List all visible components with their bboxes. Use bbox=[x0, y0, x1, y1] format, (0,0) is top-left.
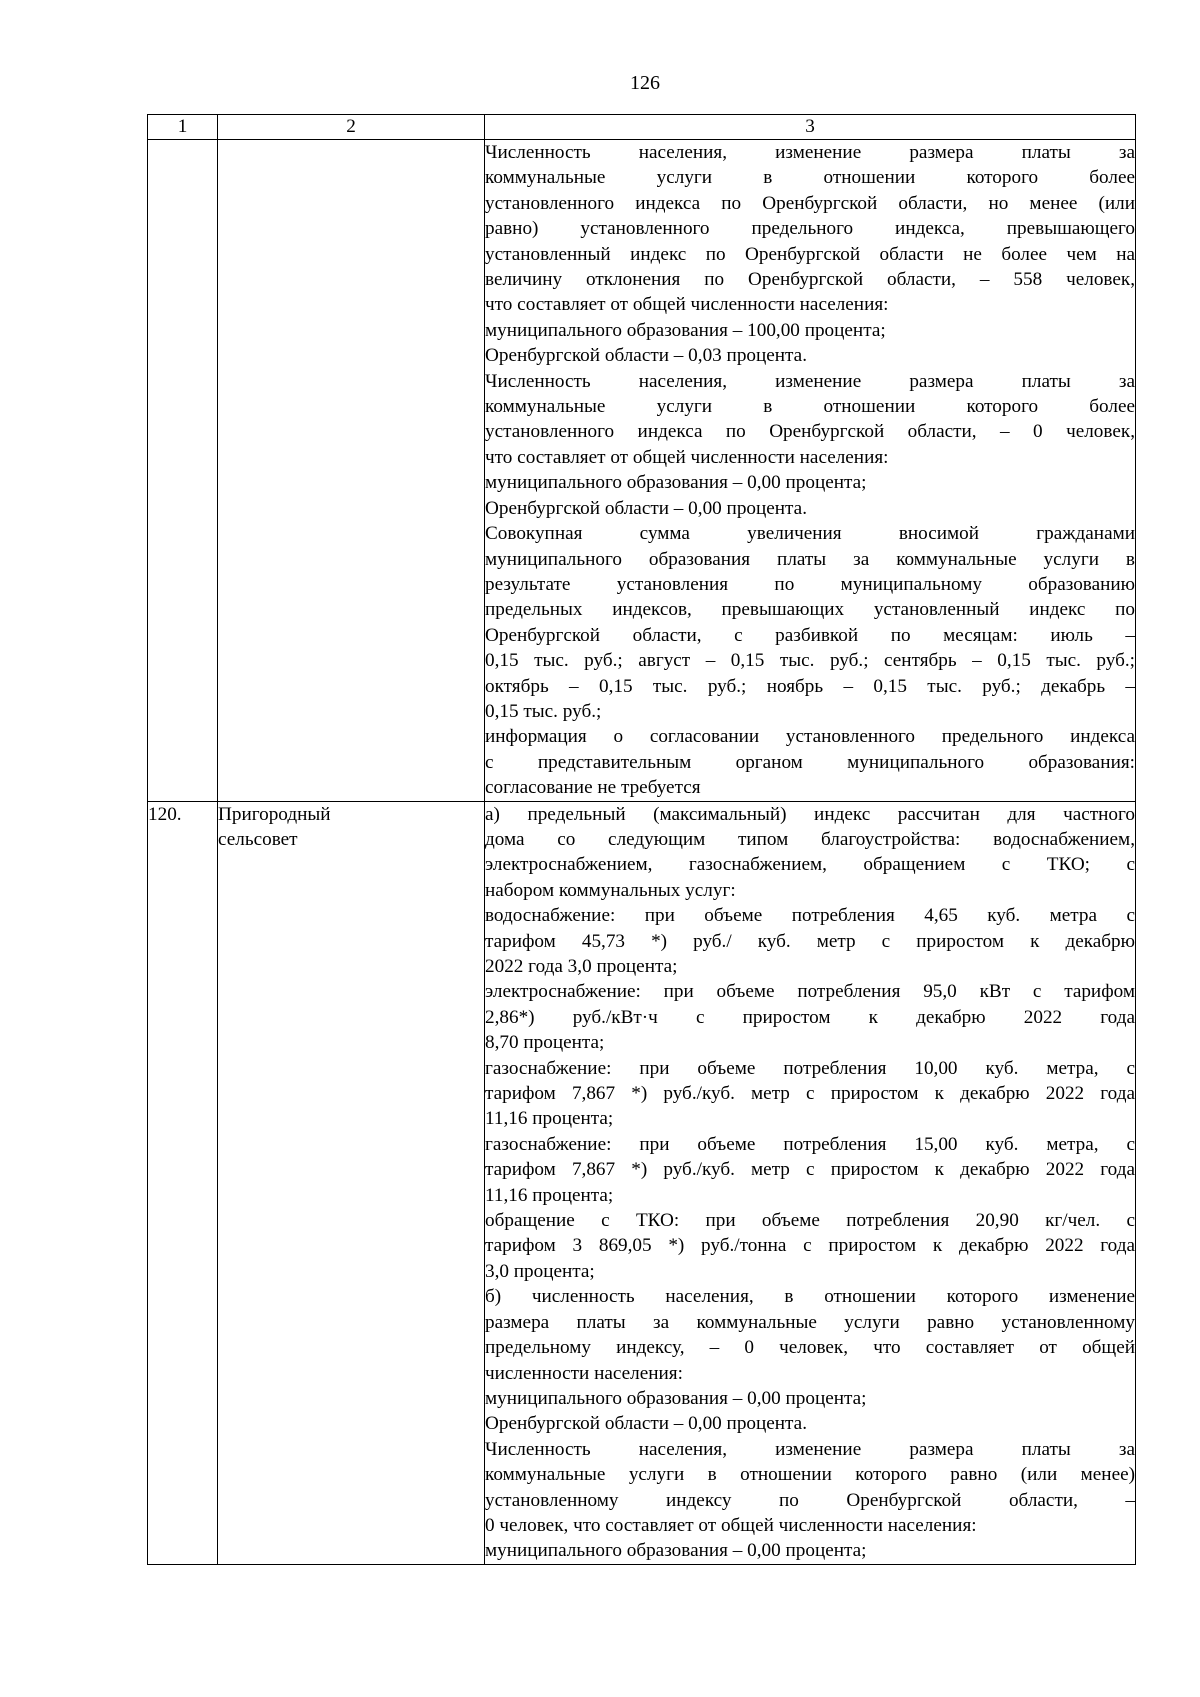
text-line: тарифом 3 869,05 *) руб./тонна с приростом к декабрю 2022 года bbox=[485, 1235, 1135, 1257]
text-line: коммунальные услуги в отношении которого равно (или менее) bbox=[485, 1464, 1135, 1486]
text-line: тарифом 7,867 *) руб./куб. метр с приростом к декабрю 2022 года bbox=[485, 1159, 1135, 1181]
text-line: результате установления по муниципальному образованию bbox=[485, 573, 1135, 595]
text-line: установленного индекса по Оренбургской области, но менее (или bbox=[485, 192, 1135, 214]
text-line: 0 человек, что составляет от общей численности населения: bbox=[485, 1514, 977, 1536]
text-line: предельному индексу, – 0 человек, что составляет от общей bbox=[485, 1337, 1135, 1359]
text-line: установленного индекса по Оренбургской области, – 0 человек, bbox=[485, 421, 1135, 443]
row-120-text bbox=[485, 802, 1135, 1564]
text-line: 2022 года 3,0 процента; bbox=[485, 956, 678, 977]
municipality-name-line: Пригородный bbox=[218, 803, 331, 825]
text-line: Оренбургской области, с разбивкой по месяцам: июль – bbox=[485, 624, 1135, 646]
text-line: коммунальные услуги в отношении которого более bbox=[485, 167, 1135, 189]
column-header-1: 1 bbox=[148, 115, 218, 140]
text-line: величину отклонения по Оренбургской области, – 558 человек, bbox=[485, 269, 1135, 291]
text-line: водоснабжение: при объеме потребления 4,65 куб. метра с bbox=[485, 905, 1135, 927]
text-line: Оренбургской области – 0,00 процента. bbox=[485, 497, 807, 519]
text-line: 8,70 процента; bbox=[485, 1032, 605, 1054]
text-line: электроснабжением, газоснабжением, обращением с ТКО; с bbox=[485, 854, 1135, 876]
text-line: согласование не требуется bbox=[485, 777, 701, 799]
text-line: 3,0 процента; bbox=[485, 1260, 595, 1282]
municipality-name-line: сельсовет bbox=[218, 828, 298, 850]
municipality-cell bbox=[218, 801, 485, 1564]
table-row-continuation bbox=[148, 140, 1136, 802]
page-number: 126 bbox=[630, 72, 660, 94]
text-line: что составляет от общей численности населения: bbox=[485, 446, 889, 468]
text-line: муниципального образования – 0,00 процента; bbox=[485, 472, 867, 494]
text-line: установленному индексу по Оренбургской области, – bbox=[485, 1489, 1135, 1511]
text-line: Численность населения, изменение размера платы за bbox=[485, 142, 1135, 163]
row-number-cell: 120. bbox=[148, 801, 218, 1564]
text-line: а) предельный (максимальный) индекс рассчитан для частного bbox=[485, 803, 1135, 825]
text-line: размера платы за коммунальные услуги равно установленному bbox=[485, 1311, 1135, 1333]
text-line: муниципального образования – 0,00 процента; bbox=[485, 1540, 867, 1562]
text-line: численности населения: bbox=[485, 1362, 683, 1384]
text-line: муниципального образования – 0,00 процента; bbox=[485, 1387, 867, 1409]
text-line: Оренбургской области – 0,00 процента. bbox=[485, 1413, 807, 1435]
table-header-row bbox=[148, 115, 1136, 140]
text-line: равно) установленного предельного индекса, превышающего bbox=[485, 218, 1135, 240]
text-line: информация о согласовании установленного предельного индекса bbox=[485, 726, 1135, 748]
text-line: тарифом 45,73 *) руб./ куб. метр с приростом к декабрю bbox=[485, 930, 1135, 952]
column-header-3: 3 bbox=[485, 115, 1136, 140]
row-number-cell bbox=[148, 140, 218, 802]
text-line: Совокупная сумма увеличения вносимой гражданами bbox=[485, 523, 1135, 545]
column-header-2: 2 bbox=[218, 115, 485, 140]
text-line: газоснабжение: при объеме потребления 15,00 куб. метра, с bbox=[485, 1133, 1135, 1155]
text-line: октябрь – 0,15 тыс. руб.; ноябрь – 0,15 тыс. руб.; декабрь – bbox=[485, 675, 1135, 697]
text-line: Численность населения, изменение размера платы за bbox=[485, 370, 1135, 392]
text-line: 11,16 процента; bbox=[485, 1184, 614, 1206]
text-line: дома со следующим типом благоустройства: водоснабжением, bbox=[485, 828, 1135, 850]
municipality-cell bbox=[218, 140, 485, 802]
text-line: 0,15 тыс. руб.; август – 0,15 тыс. руб.; сентябрь – 0,15 тыс. руб.; bbox=[485, 650, 1135, 672]
text-line: 0,15 тыс. руб.; bbox=[485, 700, 602, 722]
text-line: б) численность населения, в отношении которого изменение bbox=[485, 1286, 1135, 1308]
text-line: предельных индексов, превышающих установленный индекс по bbox=[485, 599, 1135, 621]
description-cell bbox=[485, 801, 1136, 1564]
text-line: установленный индекс по Оренбургской области не более чем на bbox=[485, 243, 1135, 265]
description-cell bbox=[485, 140, 1136, 802]
text-line: электроснабжение: при объеме потребления 95,0 кВт с тарифом bbox=[485, 981, 1135, 1003]
text-line: набором коммунальных услуг: bbox=[485, 879, 736, 901]
text-line: муниципального образования платы за коммунальные услуги в bbox=[485, 548, 1135, 570]
continuation-text bbox=[485, 140, 1135, 801]
text-line: 2,86*) руб./кВт·ч с приростом к декабрю 2022 года bbox=[485, 1006, 1135, 1028]
text-line: газоснабжение: при объеме потребления 10,00 куб. метра, с bbox=[485, 1057, 1135, 1079]
text-line: обращение с ТКО: при объеме потребления 20,90 кг/чел. с bbox=[485, 1210, 1135, 1232]
text-line: с представительным органом муниципального образования: bbox=[485, 751, 1135, 773]
text-line: Оренбургской области – 0,03 процента. bbox=[485, 345, 807, 367]
text-line: муниципального образования – 100,00 процента; bbox=[485, 319, 886, 341]
data-table bbox=[147, 114, 1136, 1565]
table-row-120 bbox=[148, 801, 1136, 1564]
text-line: что составляет от общей численности населения: bbox=[485, 294, 889, 316]
text-line: Численность населения, изменение размера платы за bbox=[485, 1438, 1135, 1460]
text-line: тарифом 7,867 *) руб./куб. метр с приростом к декабрю 2022 года bbox=[485, 1083, 1135, 1105]
text-line: коммунальные услуги в отношении которого более bbox=[485, 396, 1135, 418]
text-line: 11,16 процента; bbox=[485, 1108, 614, 1130]
